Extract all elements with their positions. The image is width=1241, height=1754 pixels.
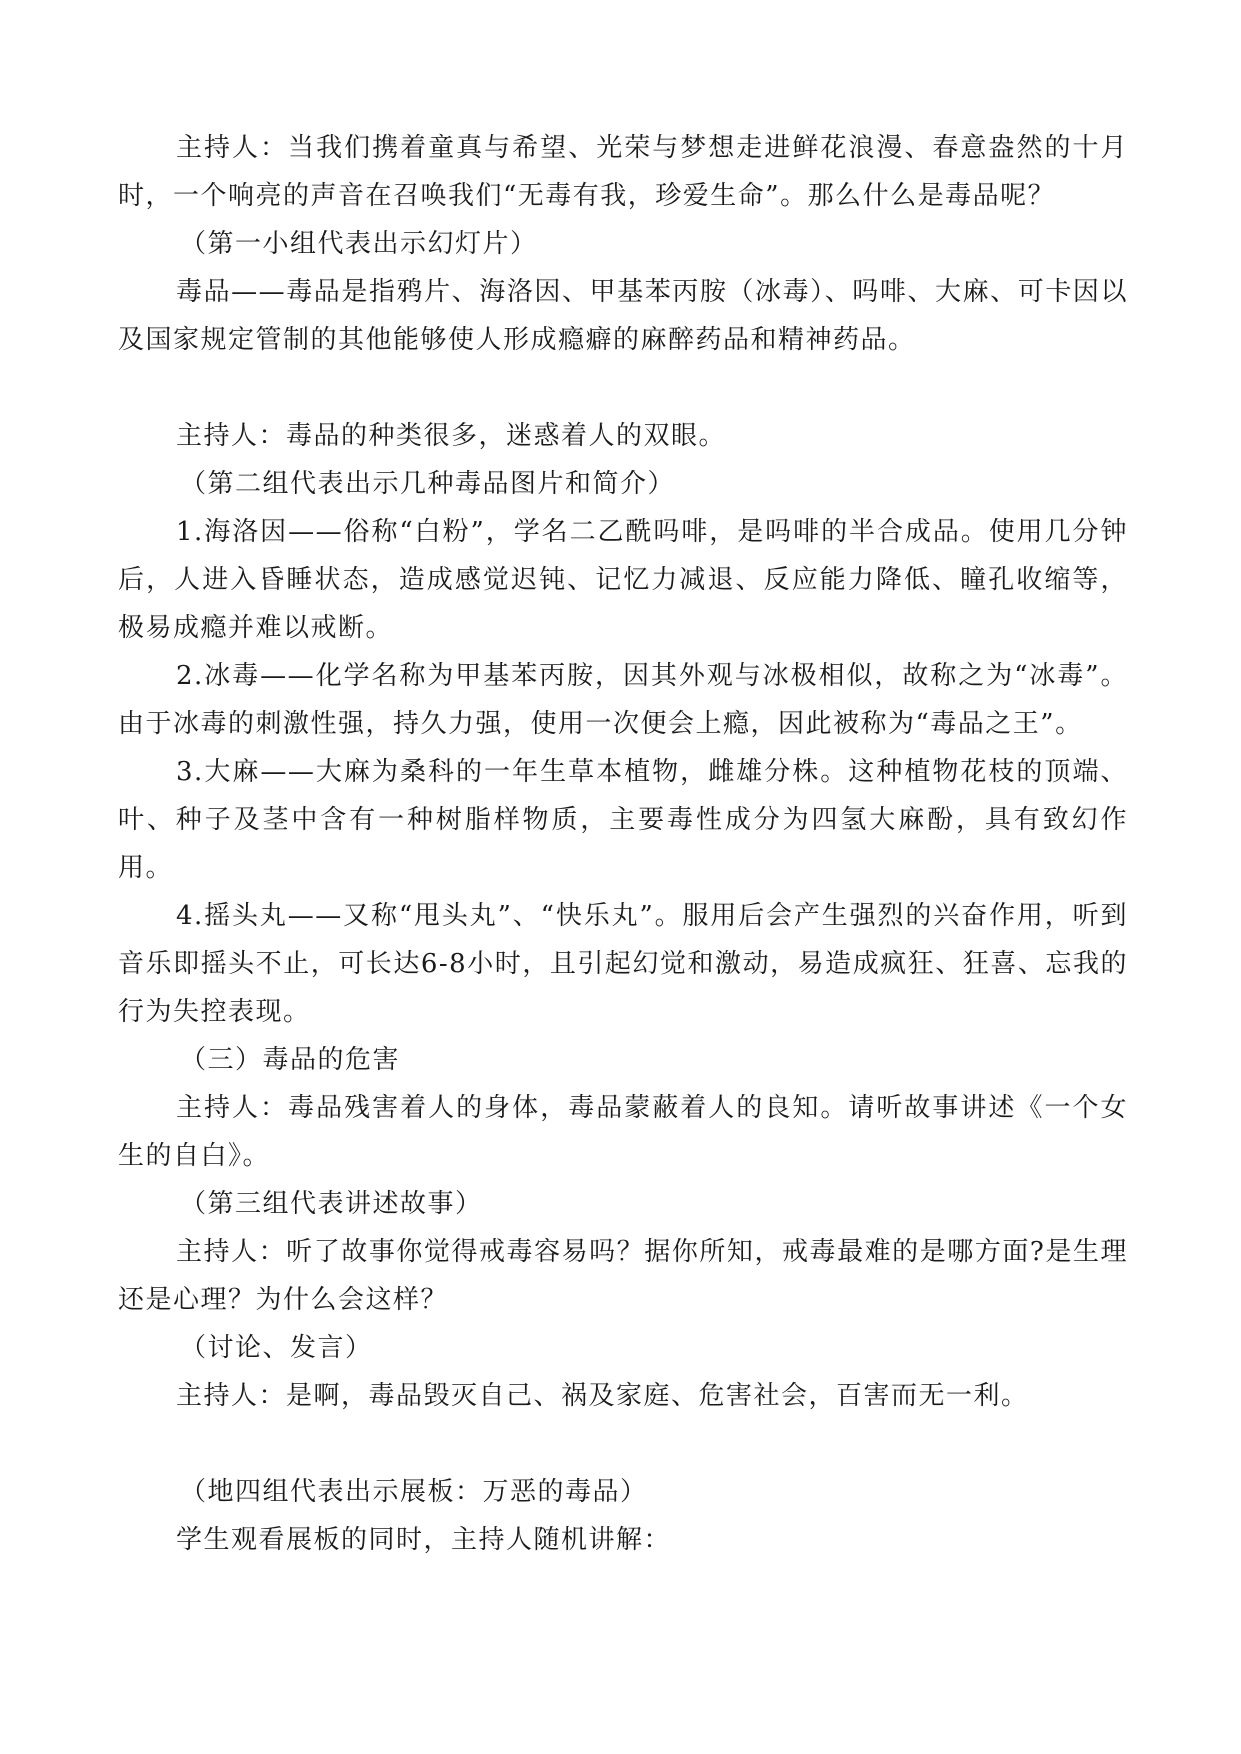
paragraph-host-drug-types: 主持人：毒品的种类很多，迷惑着人的双眼。 (176, 421, 727, 451)
paragraph-group2-pictures: （第二组代表出示几种毒品图片和简介） (180, 469, 676, 499)
paragraph-ecstasy: 4.摇头丸——又称“甩头丸”、“快乐丸”。服用后会产生强烈的兴奋作用，听到音乐即摇头不止，可长达6-8小时，且引起幻觉和激动，易造成疯狂、狂喜、忘我的行为失控表现。 (118, 901, 1128, 1027)
paragraph-drug-definition: 毒品——毒品是指鸦片、海洛因、甲基苯丙胺（冰毒）、吗啡、大麻、可卡因以及国家规定管制的其他能够使人形成瘾癖的麻醉药品和精神药品。 (118, 277, 1128, 355)
paragraph-host-conclusion: 主持人：是啊，毒品毁灭自己、祸及家庭、危害社会，百害而无一利。 (176, 1381, 1029, 1411)
paragraph-discussion: （讨论、发言） (180, 1333, 373, 1363)
paragraph-group1-slides: （第一小组代表出示幻灯片） (180, 229, 538, 259)
paragraph-host-question: 主持人：听了故事你觉得戒毒容易吗？据你所知，戒毒最难的是哪方面?是生理还是心理？为什么会这样？ (118, 1237, 1128, 1315)
section-heading-harm: （三）毒品的危害 (180, 1045, 401, 1075)
paragraph-heroin: 1.海洛因——俗称“白粉”，学名二乙酰吗啡，是吗啡的半合成品。使用几分钟后，人进入昏睡状态，造成感觉迟钝、记忆力减退、反应能力降低、瞳孔收缩等，极易成瘾并难以戒断。 (118, 517, 1128, 643)
paragraph-host-intro: 主持人：当我们携着童真与希望、光荣与梦想走进鲜花浪漫、春意盎然的十月时，一个响亮的声音在召唤我们“无毒有我，珍爱生命”。那么什么是毒品呢？ (118, 133, 1128, 211)
paragraph-students-view: 学生观看展板的同时，主持人随机讲解： (176, 1525, 672, 1555)
paragraph-group3-story: （第三组代表讲述故事） (180, 1189, 483, 1219)
blank-line (118, 1420, 1128, 1468)
paragraph-cannabis: 3.大麻——大麻为桑科的一年生草本植物，雌雄分株。这种植物花枝的顶端、叶、种子及茎中含有一种树脂样物质，主要毒性成分为四氢大麻酚，具有致幻作用。 (118, 757, 1128, 883)
paragraph-ice: 2.冰毒——化学名称为甲基苯丙胺，因其外观与冰极相似，故称之为“冰毒”。由于冰毒的刺激性强，持久力强，使用一次便会上瘾，因此被称为“毒品之王”。 (118, 661, 1128, 739)
paragraph-host-harm: 主持人：毒品残害着人的身体，毒品蒙蔽着人的良知。请听故事讲述《一个女生的自白》。 (118, 1093, 1128, 1171)
paragraph-group4-board: （地四组代表出示展板：万恶的毒品） (180, 1477, 648, 1507)
document-body (118, 124, 1128, 1564)
blank-line (118, 364, 1128, 412)
